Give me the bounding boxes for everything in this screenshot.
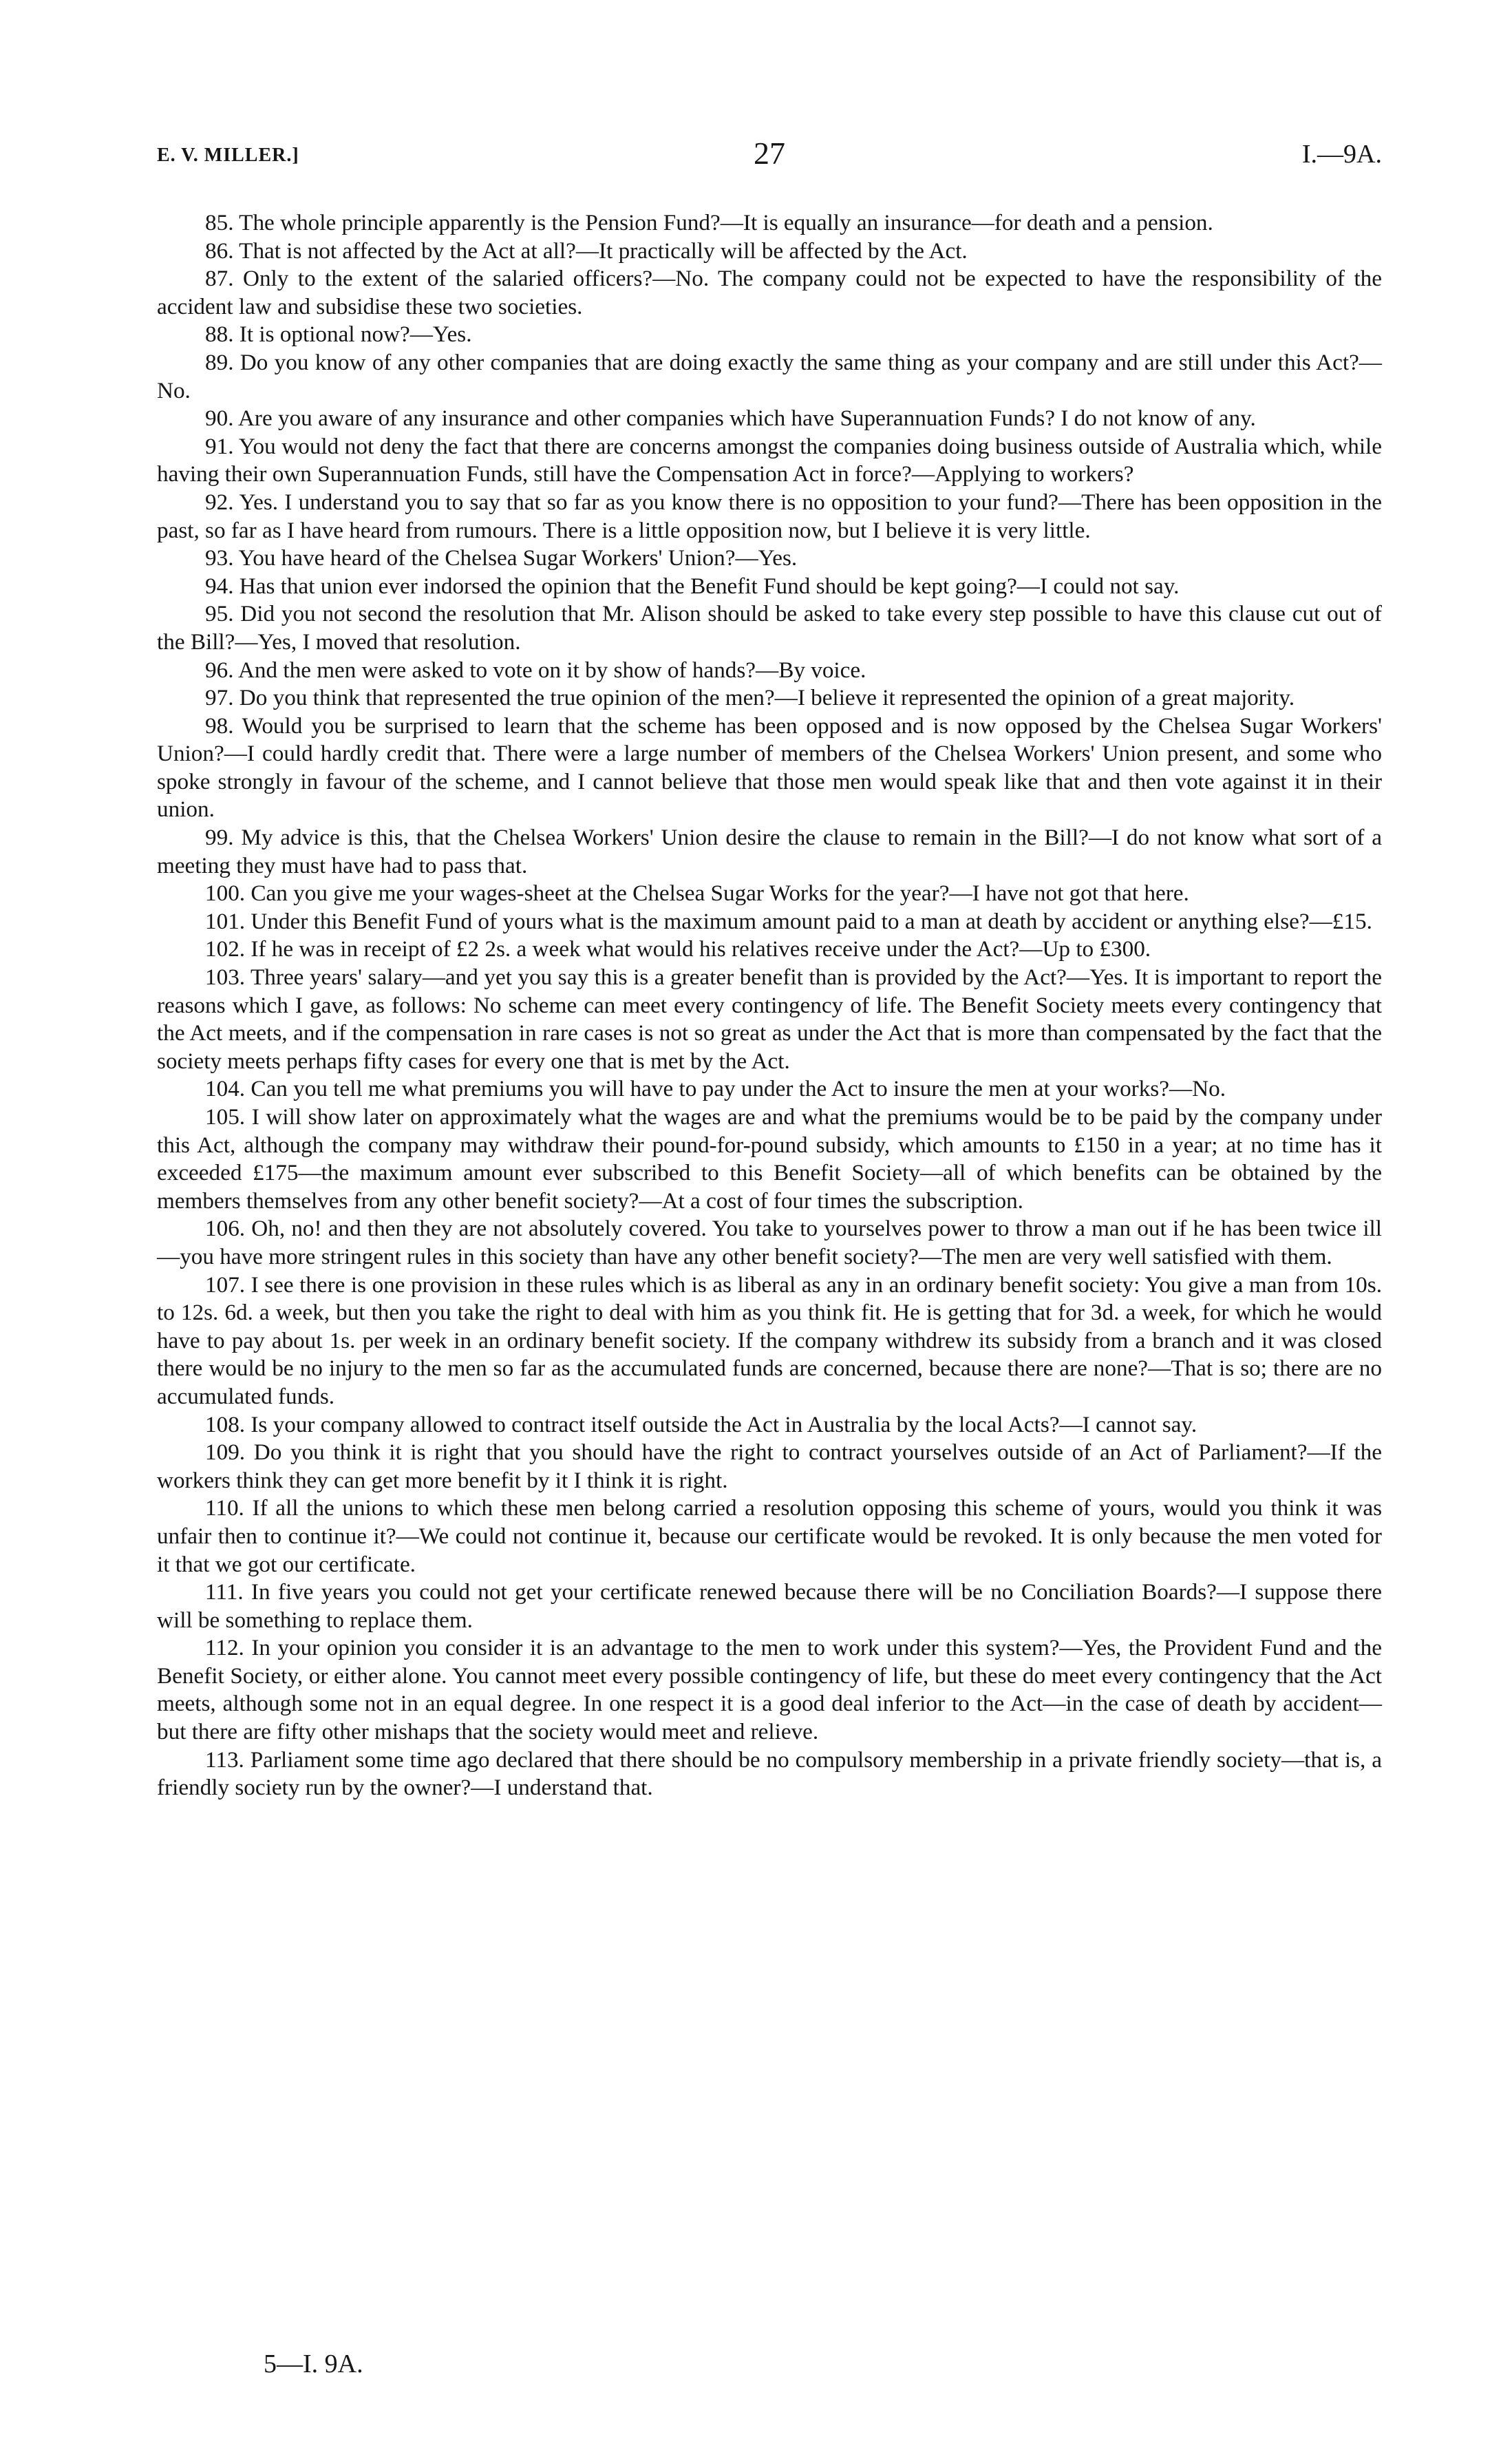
page-number: 27 xyxy=(754,136,785,171)
paragraph-95: 95. Did you not second the resolution that Mr. Alison should be asked to take every step possible to have this clause cut out of the Bill?—Yes, I moved that resolution. xyxy=(157,601,1382,655)
paragraph-90: 90. Are you aware of any insurance and other companies which have Superannuation Funds? I do not know of any. xyxy=(205,405,1256,432)
paragraph-100: 100. Can you give me your wages-sheet at the Chelsea Sugar Works for the year?—I have not got that here. xyxy=(205,880,1189,907)
paragraph-101: 101. Under this Benefit Fund of yours what is the maximum amount paid to a man at death by accident or anything else?—£15. xyxy=(205,908,1372,934)
paragraph-106: 106. Oh, no! and then they are not absolutely covered. You take to yourselves power to throw a man out if he has been twice ill—you have more stringent rules in this society than have any other benefit society?—The men are very well satisfied with them. xyxy=(157,1216,1382,1269)
testimony-body xyxy=(157,209,1382,1802)
paragraph-112: 112. In your opinion you consider it is an advantage to the men to work under this system?—Yes, the Provident Fund and the Benefit Society, or either alone. You cannot meet every possible contingency of life, but these do meet every contingency that the Act meets, although some not in an equal degree. In one respect it is a good deal inferior to the Act—in the case of death by accident—but there are fifty other mishaps that the society would meet and relieve. xyxy=(157,1635,1382,1745)
paragraph-103: 103. Three years' salary—and yet you say this is a greater benefit than is provided by the Act?—Yes. It is important to report the reasons which I gave, as follows: No scheme can meet every contingency of life. The Benefit Society meets every contingency that the Act meets, and if the compensation in rare cases is not so great as under the Act that is more than compensated by the fact that the society meets perhaps fifty cases for every one that is met by the Act. xyxy=(157,964,1382,1074)
paragraph-93: 93. You have heard of the Chelsea Sugar Workers' Union?—Yes. xyxy=(205,545,798,571)
paragraph-96: 96. And the men were asked to vote on it by show of hands?—By voice. xyxy=(205,657,866,683)
paragraph-113: 113. Parliament some time ago declared that there should be no compulsory membership in a private friendly society—that is, a friendly society run by the owner?—I understand that. xyxy=(157,1746,1382,1801)
paragraph-87: 87. Only to the extent of the salaried officers?—No. The company could not be expected to have the responsibility of the accident law and subsidise these two societies. xyxy=(157,266,1382,319)
paragraph-108: 108. Is your company allowed to contract itself outside the Act in Australia by the local Acts?—I cannot say. xyxy=(205,1411,1197,1437)
paragraph-110: 110. If all the unions to which these men belong carried a resolution opposing this scheme of yours, would you think it was unfair then to continue it?—We could not continue it, because our certificate would be revoked. It is only because the men voted for it that we got our certificate. xyxy=(157,1495,1382,1577)
paragraph-85: 85. The whole principle apparently is the Pension Fund?—It is equally an insurance—for death and a pension. xyxy=(205,210,1213,235)
paragraph-88: 88. It is optional now?—Yes. xyxy=(205,321,472,348)
paragraph-105: 105. I will show later on approximately what the wages are and what the premiums would be to be paid by the company under this Act, although the company may withdraw their pound-for-pound subsidy, which amounts to £150 in a year; at no time has it exceeded £175—the maximum amount ever subscribed to this Benefit Society—all of which benefits can be obtained by the members themselves from any other benefit society?—At a cost of four times the subscription. xyxy=(157,1104,1382,1214)
document-reference: I.—9A. xyxy=(1301,140,1382,169)
paragraph-94: 94. Has that union ever indorsed the opinion that the Benefit Fund should be kept going?—I could not say. xyxy=(205,573,1180,599)
document-page xyxy=(157,0,1382,2439)
paragraph-109: 109. Do you think it is right that you should have the right to contract yourselves outside of an Act of Parliament?—If the workers think they can get more benefit by it I think it is right. xyxy=(157,1439,1382,1493)
paragraph-107: 107. I see there is one provision in these rules which is as liberal as any in an ordinary benefit society: You give a man from 10s. to 12s. 6d. a week, but then you take the right to deal with him as you think fit. He is getting that for 3d. a week, for which he would have to pay about 1s. per week in an ordinary benefit society. If the company withdrew its subsidy from a branch and it was closed there would be no injury to the men so far as the accumulated funds are concerned, because there are none?—That is so; there are no accumulated funds. xyxy=(157,1271,1382,1409)
paragraph-98: 98. Would you be surprised to learn that the scheme has been opposed and is now opposed by the Chelsea Sugar Workers' Union?—I could hardly credit that. There were a large number of members of the Chelsea Workers' Union present, and some who spoke strongly in favour of the scheme, and I cannot believe that those men would speak like that and then vote against it in their union. xyxy=(157,712,1382,823)
paragraph-91: 91. You would not deny the fact that there are concerns amongst the companies doing business outside of Australia which, while having their own Superannuation Funds, still have the Compensation Act in force?—Applying to workers? xyxy=(157,433,1382,487)
signature-mark: 5—I. 9A. xyxy=(264,2350,363,2378)
paragraph-102: 102. If he was in receipt of £2 2s. a week what would his relatives receive under the Act?—Up to £300. xyxy=(205,936,1151,962)
header-witness-name: E. V. MILLER.] xyxy=(157,145,299,166)
paragraph-89: 89. Do you know of any other companies that are doing exactly the same thing as your company and are still under this Act?—No. xyxy=(157,349,1382,403)
paragraph-99: 99. My advice is this, that the Chelsea Workers' Union desire the clause to remain in the Bill?—I do not know what sort of a meeting they must have had to pass that. xyxy=(157,825,1382,878)
paragraph-104: 104. Can you tell me what premiums you will have to pay under the Act to insure the men at your works?—No. xyxy=(205,1076,1226,1102)
paragraph-92: 92. Yes. I understand you to say that so far as you know there is no opposition to your fund?—There has been opposition in the past, so far as I have heard from rumours. There is a little opposition now, but I believe it is very little. xyxy=(157,489,1382,543)
paragraph-97: 97. Do you think that represented the true opinion of the men?—I believe it represented the opinion of a great majority. xyxy=(205,685,1295,711)
paragraph-111: 111. In five years you could not get your certificate renewed because there will be no Conciliation Boards?—I suppose there will be something to replace them. xyxy=(157,1579,1382,1633)
paragraph-86: 86. That is not affected by the Act at all?—It practically will be affected by the Act. xyxy=(205,237,968,264)
page-header xyxy=(157,135,1382,176)
